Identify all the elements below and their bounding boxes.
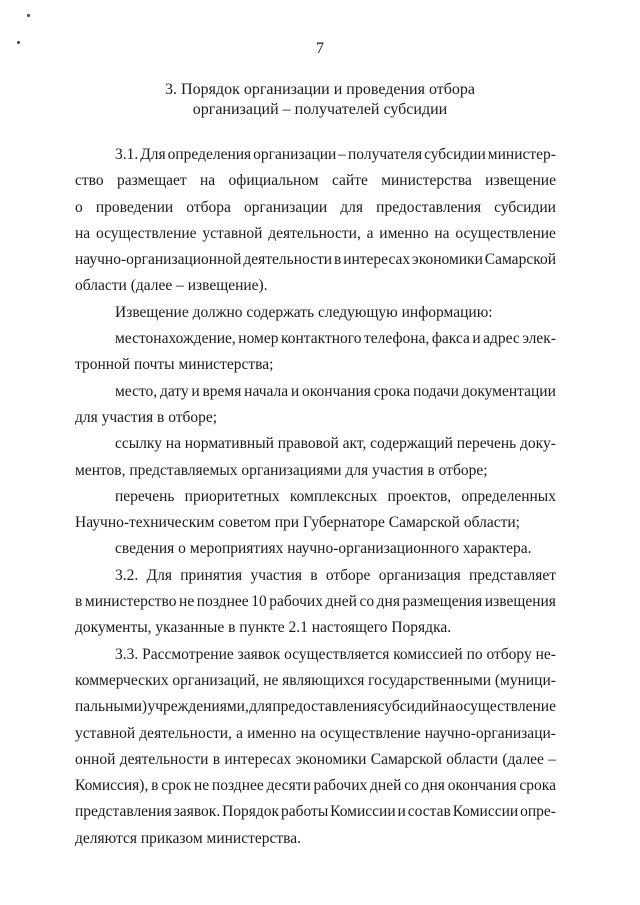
text-line: представления заявок. Порядок работы Комиссии и состав Комиссии опре- [75,803,556,821]
body-text [75,142,556,852]
text-line: 3.1. Для определения организации – получателя субсидии министер- [115,146,556,163]
text-line: Комиссия), в срок не позднее десяти рабочих дней со дня окончания срока [75,777,556,795]
text-line: тронной почты министерства; [75,356,274,374]
text-line: уставной деятельности, а именно на осуществление научно-организаци- [75,724,556,742]
text-line: онной деятельности в интересах экономики Самарской области (далее – [75,750,556,768]
text-line: 3.3. Рассмотрение заявок осуществляется комиссией по отбору не- [115,645,556,663]
scan-speck [27,14,30,17]
section-heading-line: организаций – получателей субсидии [192,101,448,118]
text-line: местонахождение, номер контактного телефона, факса и адрес элек- [115,330,556,348]
section-heading [0,80,640,120]
text-line: 3.2. Для принятия участия в отборе организация представляет [115,566,556,584]
text-line: о проведении отбора организации для предоставления субсидии [75,198,556,216]
text-line: Научно-техническим советом при Губернаторе Самарской области; [75,514,520,532]
text-line: деляются приказом министерства. [75,829,302,847]
text-line: ство размещает на официальном сайте министерства извещение [75,172,556,190]
text-line: документы, указанные в пункте 2.1 настоящего Порядка. [75,619,452,637]
text-line: Извещение должно содержать следующую информацию: [115,303,493,321]
text-line: ментов, представляемых организациями для участия в отборе; [75,461,488,479]
page-number: 7 [316,40,324,57]
text-line: место, дату и время начала и окончания срока подачи документации [115,382,556,400]
text-line: коммерческих организаций, не являющихся государственными (муници- [75,671,556,689]
text-line: научно-организационной деятельности в интересах экономики Самарской [75,251,556,269]
text-line: на осуществление уставной деятельности, а именно на осуществление [75,224,556,242]
text-line: сведения о мероприятиях научно-организационного характера. [115,540,532,558]
text-line: в министерство не позднее 10 рабочих дней со дня размещения извещения [75,593,556,611]
text-line: ссылку на нормативный правовой акт, содержащий перечень доку- [115,435,556,453]
text-line: для участия в отборе; [75,408,218,426]
text-line: перечень приоритетных комплексных проектов, определенных [115,487,556,505]
text-line: пальными) учреждениями, для предоставления субсидий на осуществление [75,698,556,716]
text-line: области (далее – извещение). [75,277,268,295]
section-heading-line: 3. Порядок организации и проведения отбора [165,81,475,98]
